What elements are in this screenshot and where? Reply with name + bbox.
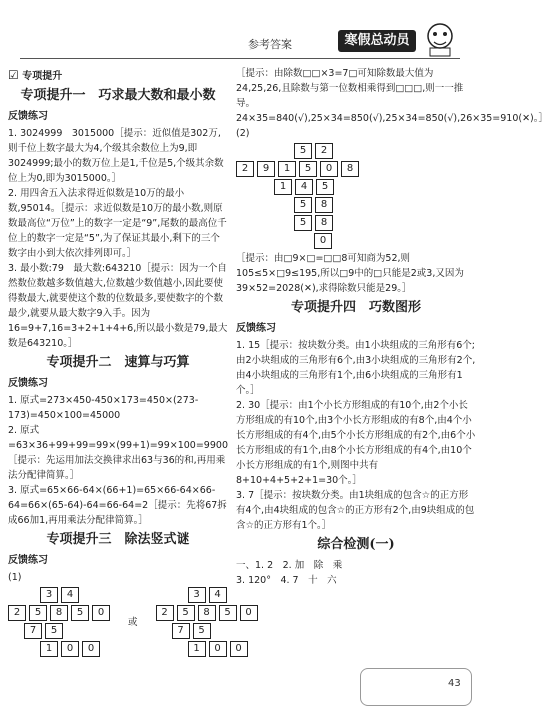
feedback-label: 反馈练习 [236, 323, 276, 334]
answer-t2: 3. 120° 4. 7 十 六 [236, 575, 337, 586]
answer-s3: 3. 7［提示：按块数分类。由1块组成的包含☆的正方形有4个,由4块组成的包含☆的正方形有2个,由9块组成的包含☆的正方形有1个。］ [236, 490, 475, 531]
feedback-label: 反馈练习 [8, 555, 48, 566]
answer-r2: 24,25,26,且除数与第一位数相乘得到□□□,则一一推导。24×35=840(√),25×34=850(√),25×34=850(√),26×35=910(✕)。］ [236, 83, 548, 124]
answer-m1: 1. 原式=273×450-450×173=450×(273-173)=450×100=45000 [8, 395, 199, 421]
topic-4-title: 专项提升四 巧数图形 [290, 300, 421, 315]
answer-r1: ［提示：由除数□□×3=7□可知除数最大值为 [236, 68, 434, 79]
topic-5-title: 综合检测(一) [317, 537, 395, 552]
answer-r3: (2) [236, 128, 250, 139]
answer-l2: 2. 用四舍五入法求得近似数是10万的最小数,95014。［提示：求近似数是10万的最小数,则原数最高位“万位”上的数字一定是“9”,尾数的最高位千位上的数字一定是“5”,为了保证其最小,剩下的三个数字由小到大依次排列即可。］ [8, 188, 227, 259]
answer-l1: 1. 3024999 3015000［提示：近似值是302万,则千位上数字最大为4,个级其余数位上为9,即3024999;最小的数万位上是1,千位是5,个级其余数位上为0,即为3015000。］ [8, 128, 224, 184]
answer-m2: 2. 原式=63×36+99+99=99×(99+1)=99×100=9900［提示：先运用加法交换律求出63与36的和,再用乘法分配律简算。］ [8, 425, 228, 481]
left-column [8, 66, 252, 659]
feedback-label: 反馈练习 [8, 378, 48, 389]
topic-1-title: 专项提升一 巧求最大数和最小数 [20, 88, 216, 103]
answer-r4: ［提示：由□9×□=□□8可知商为52,则105≤5×□9≤195,所以□9中的□只能是2或3,又因为39×52=2028(✕),求得除数只能是29。］ [236, 253, 464, 294]
header-rule [20, 58, 460, 59]
mascot-icon [420, 20, 460, 58]
page-number: 43 [448, 678, 461, 689]
feedback-label: 反馈练习 [8, 111, 48, 122]
answer-n1: (1) [8, 572, 22, 583]
division-puzzle: 3 4 2 5 8 5 0 7 5 1 0 0 或 3 4 2 5 8 5 0 7 5 1 0 0 [8, 585, 228, 659]
answer-m3: 3. 原式=65×66-64×(66+1)=65×66-64×66-64=66×(65-64)-64=66-64=2［提示：先将67拆成66加1,再用乘法分配律简算。］ [8, 485, 227, 526]
topic-3-title: 专项提升三 除法竖式谜 [46, 532, 190, 547]
section-heading: ☑ 专项提升 [8, 68, 63, 82]
brand-badge: 寒假总动员 [338, 30, 416, 52]
right-column [236, 66, 548, 588]
answer-l3: 3. 最小数:79 最大数:643210［提示：因为一个自然数位数越多数值越大,位数越少数值越小,因此要使得数最大,就要使这个数的位数最多,要使数字的个数最少,就要从最大数字9入手。因为16=9+7,16=3+2+1+4+6,所以最小数是79,最大数是643210。］ [8, 263, 228, 349]
page-header [0, 0, 482, 60]
header-title: 参考答案 [248, 38, 292, 51]
answer-s2: 2. 30［提示：由1个小长方形组成的有10个,由2个小长方形组成的有10个,由3个小长方形组成的有8个,由4个小长方形组成的有4个,由5个小长方形组成的有2个,由6个小长方形组成的有1个,由8个小长方形组成的有4个,由10个小长方形组成的有1个,则图中共有8+10+4+5+2+1=30个。］ [236, 400, 476, 486]
check-icon: ☑ [8, 68, 19, 82]
answer-t1: 一、1. 2 2. 加 除 乘 [236, 560, 343, 571]
division-puzzle-2: 5 2 2 9 1 5 0 8 1 4 5 5 8 5 8 0 [236, 143, 476, 249]
topic-2-title: 专项提升二 速算与巧算 [46, 355, 190, 370]
answer-s1: 1. 15［提示：按块数分类。由1小块组成的三角形有6个;由2小块组成的三角形有6个,由3小块组成的三角形有2个,由4小块组成的三角形有1个,由6小块组成的三角形有1个。］ [236, 340, 476, 396]
or-label: 或 [128, 616, 138, 628]
